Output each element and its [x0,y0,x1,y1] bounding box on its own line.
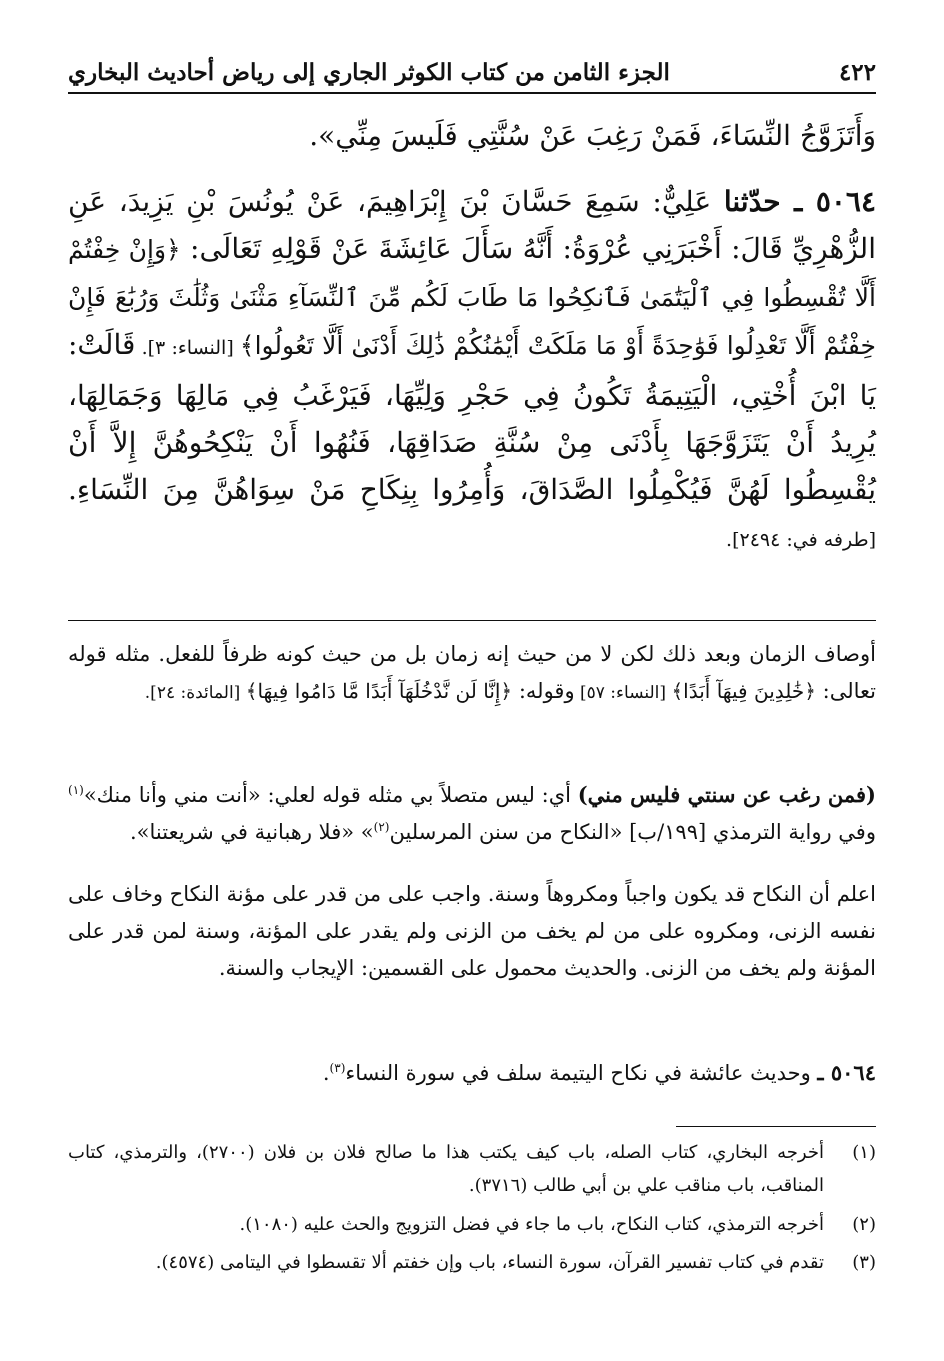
hadith-block [68,178,876,564]
quran-quote-1: ﴿خَٰلِدِينَ فِيهَآ أَبَدًا﴾ [671,679,816,703]
footnote-marker[interactable]: (٢) [373,820,390,834]
footnote-marker[interactable]: (١) [68,783,84,797]
commentary-hadith-number: ٥٠٦٤ ـ [817,1060,876,1085]
commentary-para-4 [68,1054,876,1092]
hadith-number: ٥٠٦٤ ـ حدّثنا [723,185,876,218]
quran-verse: ﴿وَإِنْ خِفْتُمْ أَلَّا تُقْسِطُوا فِي ٱلْيَتَٰمَىٰ فَٱنكِحُوا مَا طَابَ لَكُم مِّنَ ٱلنِّسَآءِ مَثْنَىٰ وَثُلَٰثَ وَرُبَٰعَ فَإِنْ خِفْتُمْ أَلَّا تَعْدِلُوا فَوَٰحِدَةً أَوْ مَا مَلَكَتْ أَيْمَٰنُكُمْ ذَٰلِكَ أَدْنَىٰ أَلَّا تَعُولُوا﴾ [68,235,876,360]
top-line-text: وَأَتَزَوَّجُ النِّسَاءَ، فَمَنْ رَغِبَ عَنْ سُنَّتِي فَلَيسَ مِنِّي». [309,119,876,152]
footnote-number: (١) [852,1142,876,1163]
commentary-text: اعلم أن النكاح قد يكون واجباً ومكروهاً وسنة. واجب على من قدر على مؤنة النكاح وخاف على نفسه الزنى، ومكروه على من لم يخف من الزنى ولم يقدر على المؤنة، وسنة لمن قدر على المؤنة ولم يخف من الزنى. والحديث محمول على القسمين: الإيجاب والسنة. [68,882,876,980]
footnote-marker[interactable]: (٣) [329,1061,346,1075]
commentary-text: . [322,1061,330,1085]
footnote-number: (٣) [852,1252,876,1273]
commentary-para-1 [68,636,876,712]
page-header [68,52,876,94]
commentary-text: وفي رواية الترمذي [١٩٩/ب] «النكاح من سنن المرسلين [389,820,876,844]
footnote-1 [68,1136,876,1202]
footnote-text: تقدم في كتاب تفسير القرآن، سورة النساء، باب وإن خفتم ألا تقسطوا في اليتامى (٤٥٧٤). [155,1252,824,1273]
hadith-isnad: عَلِيٌّ: سَمِعَ حَسَّانَ بْنَ إِبْرَاهِيمَ، عَنْ يُونُسَ بْنِ يَزِيدَ، عَنِ الزُّهْرِيِّ قَالَ: أَخْبَرَنِي عُرْوَةُ: أَنَّهُ سَأَلَ عَائِشَةَ عَنْ قَوْلِهِ تَعَالَى: [68,185,876,265]
commentary-text: أوصاف الزمان وبعد ذلك لكن لا من حيث إنه زمان بل من حيث كونه ظرفاً للفعل. مثله قوله تعالى: [68,642,876,703]
commentary-divider [68,620,876,621]
top-line [68,112,876,159]
footnote-divider [676,1126,876,1127]
quran-ref-2: [المائدة: ٢٤]. [144,683,246,703]
footnote-number: (٢) [852,1214,876,1235]
commentary-text: وقوله: [512,679,575,703]
hadith-matn: قَالَتْ: يَا ابْنَ أُخْتِي، الْيَتِيمَةُ تَكُونُ فِي حَجْرِ وَلِيِّهَا، فَيَرْغَبُ فِي مَالِهَا وَجَمَالِهَا، يُرِيدُ أَنْ يَتَزَوَّجَهَا بِأَدْنَى مِنْ سُنَّةِ صَدَاقِهَا، فَنُهُوا أَنْ يَنْكِحُوهُنَّ إِلاَّ أَنْ يُقْسِطُوا لَهُنَّ فَيُكْمِلُوا الصَّدَاقَ، وَأُمِرُوا بِنِكَاحِ مَنْ سِوَاهُنَّ مِنَ النِّسَاءِ. [68,328,876,506]
footnote-3 [68,1246,876,1279]
commentary-text: وحديث عائشة في نكاح اليتيمة سلف في سورة النساء [345,1061,818,1085]
commentary-text: » «فلا رهبانية في شريعتنا». [129,820,374,844]
commentary-para-3 [68,876,876,987]
footnote-text: أخرجه البخاري، كتاب الصله، باب كيف يكتب هذا ما صالح فلان بن فلان (٢٧٠٠)، والترمذي، كتاب المناقب، باب مناقب علي بن أبي طالب (٣٧١٦). [68,1142,824,1196]
quran-quote-2: ﴿إِنَّا لَن نَّدْخُلَهَآ أَبَدًا مَّا دَامُوا فِيهَا﴾ [245,679,513,703]
commentary-lemma: (فمن رغب عن سنتي فليس مني) [577,782,876,807]
quran-ref-1: [النساء: ٥٧] [574,683,672,703]
footnote-2 [68,1208,876,1241]
commentary-text: أي: ليس متصلاً بي مثله قوله لعلي: «أنت مني وأنا منك» [83,783,578,807]
footnote-text: أخرجه الترمذي، كتاب النكاح، باب ما جاء في فضل التزويج والحث عليه (١٠٨٠). [239,1214,824,1235]
running-title: الجزء الثامن من كتاب الكوثر الجاري إلى رياض أحاديث البخاري [68,58,670,86]
quran-reference: [النساء: ٣]. [135,337,240,359]
page-number: ٤٢٢ [838,58,876,86]
tarf-reference: [طرفه في: ٢٤٩٤]. [726,529,876,551]
commentary-para-2 [68,776,876,851]
